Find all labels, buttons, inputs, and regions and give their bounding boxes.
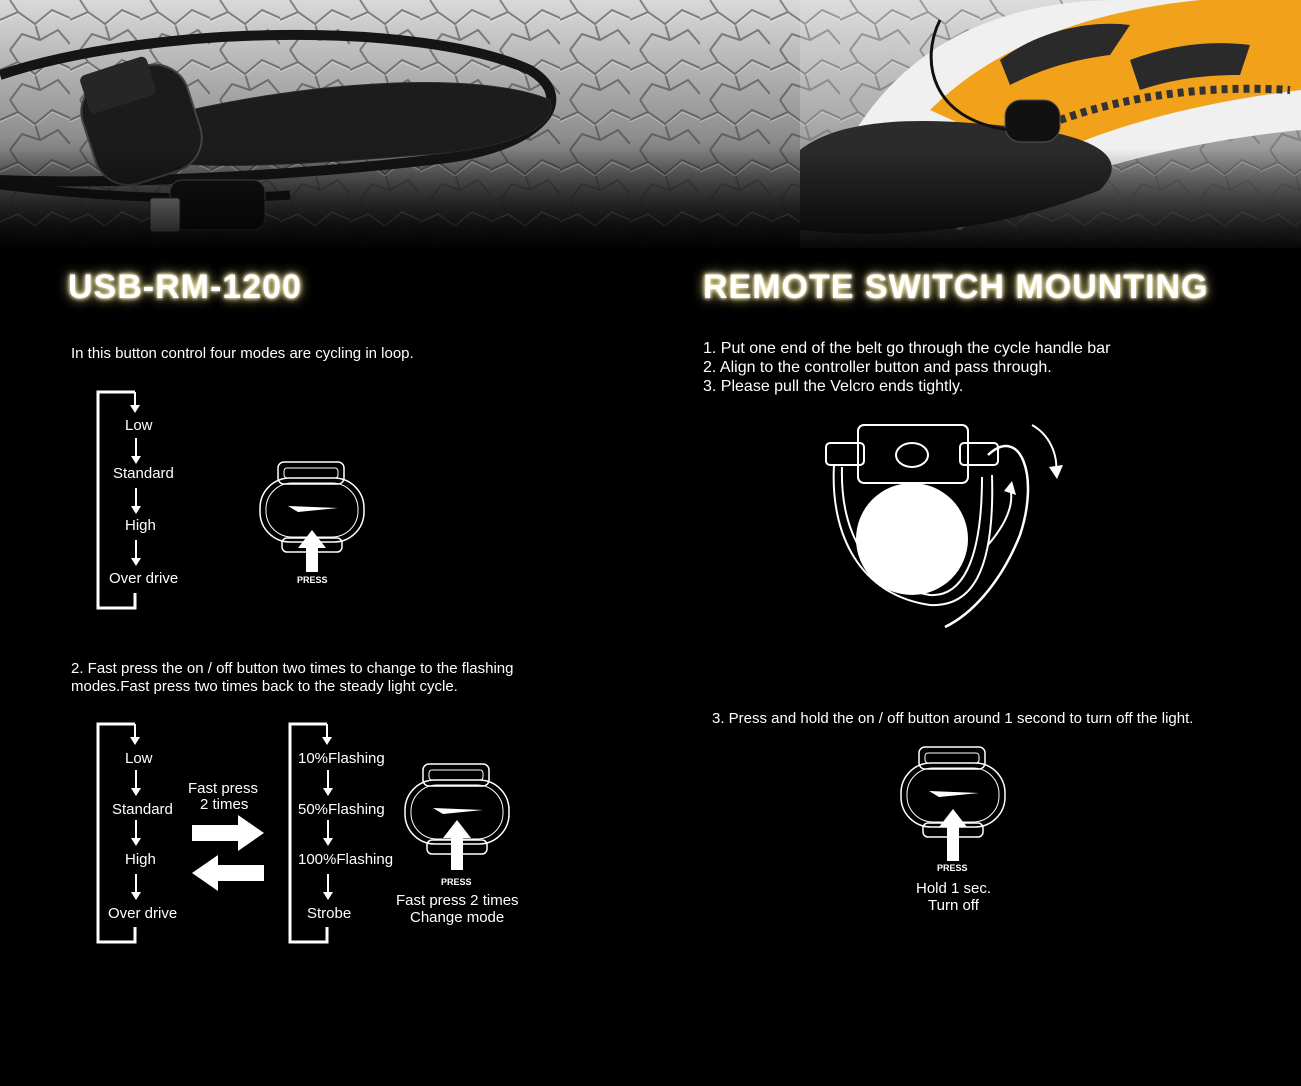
change-line1: Fast press 2 times	[396, 892, 519, 909]
mode-low: Low	[125, 417, 153, 434]
product-photo-banner	[0, 0, 1301, 248]
mode2-high: High	[125, 851, 156, 868]
step2-line2: modes.Fast press two times back to the steady light cycle.	[71, 678, 458, 695]
mode-high: High	[125, 517, 156, 534]
press-label-3: PRESS	[937, 863, 968, 873]
intro-text: In this button control four modes are cycling in loop.	[71, 345, 414, 362]
remote-switch-icon	[258, 460, 366, 575]
mode-standard: Standard	[113, 465, 174, 482]
hold-line2: Turn off	[928, 897, 979, 914]
flash-10: 10%Flashing	[298, 750, 385, 767]
hold-instruction: 3. Press and hold the on / off button around 1 second to turn off the light.	[712, 710, 1194, 727]
flash-strobe: Strobe	[307, 905, 352, 922]
press-label-2: PRESS	[441, 877, 472, 887]
swap-arrows-icon	[188, 815, 268, 895]
mount-step1: 1. Put one end of the belt go through the cycle handle bar	[703, 340, 1111, 357]
product-title: USB-RM-1200	[68, 268, 302, 306]
remote-switch-icon-2	[403, 762, 511, 877]
mode2-over-drive: Over drive	[108, 905, 178, 922]
mode2-standard: Standard	[112, 801, 173, 818]
mount-step3: 3. Please pull the Velcro ends tightly.	[703, 378, 964, 395]
press-label: PRESS	[297, 575, 328, 585]
mount-step2: 2. Align to the controller button and pass through.	[703, 359, 1052, 376]
change-line2: Change mode	[410, 909, 505, 926]
hold-line1: Hold 1 sec.	[916, 880, 992, 897]
hero-banner	[0, 0, 1301, 248]
mode2-low: Low	[125, 750, 153, 767]
remote-switch-icon-3	[899, 745, 1007, 865]
mounting-diagram	[820, 415, 1070, 635]
mounting-title: REMOTE SWITCH MOUNTING	[703, 268, 1209, 306]
step2-line1: 2. Fast press the on / off button two times to change to the flashing	[71, 660, 514, 677]
mode-over-drive: Over drive	[109, 570, 179, 587]
flash-50: 50%Flashing	[298, 801, 385, 818]
fast-press-line2: 2 times	[200, 796, 249, 813]
fast-press-line1: Fast press	[188, 780, 259, 797]
flash-100: 100%Flashing	[298, 851, 394, 868]
